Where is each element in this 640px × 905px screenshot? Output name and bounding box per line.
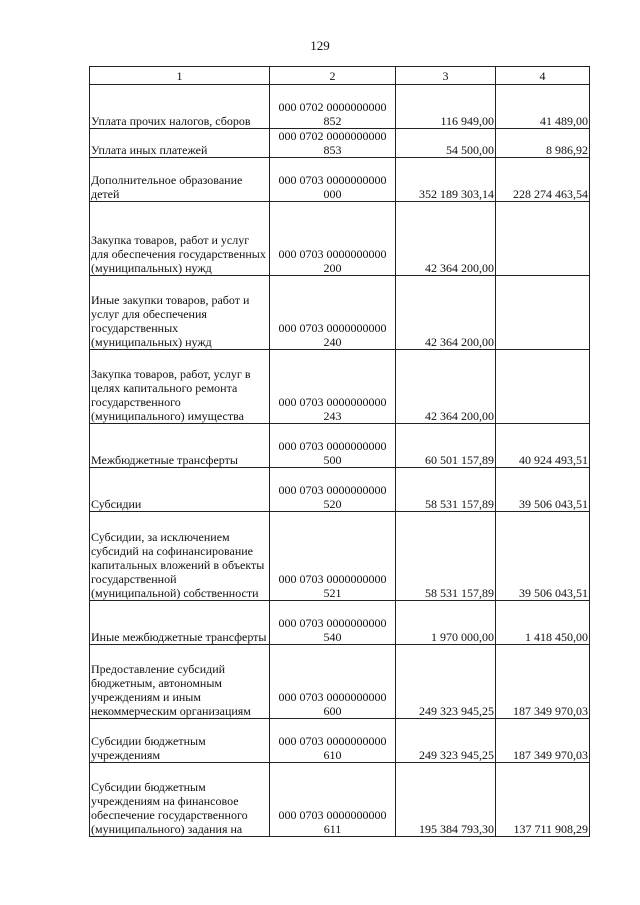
header-row bbox=[90, 67, 590, 85]
row-code bbox=[270, 512, 396, 601]
table-row bbox=[90, 350, 590, 424]
row-code-main: 000 0703 0000000000 bbox=[278, 321, 387, 335]
row-name: Субсидии bbox=[90, 468, 270, 512]
table-row bbox=[90, 202, 590, 276]
column-header: 1 bbox=[90, 67, 270, 85]
row-code-type: 240 bbox=[323, 335, 342, 349]
row-name: Субсидии бюджетным учреждениям на финансовое обеспечение государственного (муниципального) задания на bbox=[90, 763, 270, 837]
table-row bbox=[90, 468, 590, 512]
row-value-actual bbox=[496, 202, 590, 276]
row-code-type: 853 bbox=[323, 143, 342, 157]
row-code bbox=[270, 158, 396, 202]
table-row bbox=[90, 763, 590, 837]
row-value-plan: 42 364 200,00 bbox=[396, 276, 496, 350]
row-code-type: 611 bbox=[323, 822, 342, 836]
row-value-plan: 1 970 000,00 bbox=[396, 601, 496, 645]
row-code-main: 000 0703 0000000000 bbox=[278, 734, 387, 748]
row-code-type: 540 bbox=[323, 630, 342, 644]
row-name: Закупка товаров, работ и услуг для обеспечения государственных (муниципальных) нужд bbox=[90, 202, 270, 276]
row-value-actual bbox=[496, 276, 590, 350]
row-value-actual: 137 711 908,29 bbox=[496, 763, 590, 837]
row-code-type: 243 bbox=[323, 409, 342, 423]
row-value-actual: 39 506 043,51 bbox=[496, 512, 590, 601]
table-row bbox=[90, 601, 590, 645]
table-row bbox=[90, 512, 590, 601]
row-value-plan: 195 384 793,30 bbox=[396, 763, 496, 837]
row-code bbox=[270, 85, 396, 129]
row-code-type: 000 bbox=[323, 187, 342, 201]
row-value-actual: 187 349 970,03 bbox=[496, 645, 590, 719]
row-name: Предоставление субсидий бюджетным, автономным учреждениям и иным некоммерческим организациям bbox=[90, 645, 270, 719]
row-value-plan: 58 531 157,89 bbox=[396, 512, 496, 601]
budget-table bbox=[89, 66, 590, 837]
row-code-type: 521 bbox=[323, 586, 342, 600]
row-code-main: 000 0702 0000000000 bbox=[278, 129, 387, 143]
row-code-main: 000 0703 0000000000 bbox=[278, 173, 387, 187]
row-code-main: 000 0703 0000000000 bbox=[278, 808, 387, 822]
row-code bbox=[270, 719, 396, 763]
column-header: 2 bbox=[270, 67, 396, 85]
row-name: Уплата иных платежей bbox=[90, 129, 270, 158]
row-value-plan: 352 189 303,14 bbox=[396, 158, 496, 202]
row-value-plan: 54 500,00 bbox=[396, 129, 496, 158]
row-name: Субсидии бюджетным учреждениям bbox=[90, 719, 270, 763]
row-value-actual: 39 506 043,51 bbox=[496, 468, 590, 512]
row-code bbox=[270, 468, 396, 512]
column-header: 4 bbox=[496, 67, 590, 85]
row-code-main: 000 0703 0000000000 bbox=[278, 690, 387, 704]
row-code bbox=[270, 424, 396, 468]
row-code-main: 000 0702 0000000000 bbox=[278, 100, 387, 114]
row-code bbox=[270, 202, 396, 276]
row-value-plan: 116 949,00 bbox=[396, 85, 496, 129]
row-value-actual: 41 489,00 bbox=[496, 85, 590, 129]
table-row bbox=[90, 719, 590, 763]
row-code-type: 610 bbox=[323, 748, 342, 762]
row-name: Иные межбюджетные трансферты bbox=[90, 601, 270, 645]
row-code-main: 000 0703 0000000000 bbox=[278, 483, 387, 497]
row-code bbox=[270, 276, 396, 350]
row-code-main: 000 0703 0000000000 bbox=[278, 247, 387, 261]
row-value-plan: 249 323 945,25 bbox=[396, 719, 496, 763]
row-value-actual: 228 274 463,54 bbox=[496, 158, 590, 202]
row-value-actual: 40 924 493,51 bbox=[496, 424, 590, 468]
row-value-plan: 42 364 200,00 bbox=[396, 350, 496, 424]
row-name: Межбюджетные трансферты bbox=[90, 424, 270, 468]
row-code-main: 000 0703 0000000000 bbox=[278, 395, 387, 409]
row-code-type: 520 bbox=[323, 497, 342, 511]
row-value-actual: 187 349 970,03 bbox=[496, 719, 590, 763]
row-code-main: 000 0703 0000000000 bbox=[278, 572, 387, 586]
row-name: Уплата прочих налогов, сборов bbox=[90, 85, 270, 129]
page-number: 129 bbox=[310, 38, 330, 53]
row-code bbox=[270, 350, 396, 424]
table-row bbox=[90, 85, 590, 129]
row-value-actual: 1 418 450,00 bbox=[496, 601, 590, 645]
row-value-actual bbox=[496, 350, 590, 424]
row-code-type: 500 bbox=[323, 453, 342, 467]
row-code-main: 000 0703 0000000000 bbox=[278, 616, 387, 630]
row-code bbox=[270, 645, 396, 719]
row-value-plan: 249 323 945,25 bbox=[396, 645, 496, 719]
table-row bbox=[90, 129, 590, 158]
column-header: 3 bbox=[396, 67, 496, 85]
row-value-plan: 60 501 157,89 bbox=[396, 424, 496, 468]
row-name: Иные закупки товаров, работ и услуг для обеспечения государственных (муниципальных) нужд bbox=[90, 276, 270, 350]
row-value-plan: 42 364 200,00 bbox=[396, 202, 496, 276]
row-code-type: 200 bbox=[323, 261, 342, 275]
row-code-type: 600 bbox=[323, 704, 342, 718]
table-row bbox=[90, 645, 590, 719]
row-code-type: 852 bbox=[323, 114, 342, 128]
table-row bbox=[90, 424, 590, 468]
row-name: Субсидии, за исключением субсидий на софинансирование капитальных вложений в объекты государственной (муниципальной) собственности bbox=[90, 512, 270, 601]
row-name: Закупка товаров, работ, услуг в целях капитального ремонта государственного (муниципального) имущества bbox=[90, 350, 270, 424]
row-value-actual: 8 986,92 bbox=[496, 129, 590, 158]
row-code bbox=[270, 129, 396, 158]
table-row bbox=[90, 158, 590, 202]
table-row bbox=[90, 276, 590, 350]
row-code bbox=[270, 601, 396, 645]
row-code-main: 000 0703 0000000000 bbox=[278, 439, 387, 453]
row-name: Дополнительное образование детей bbox=[90, 158, 270, 202]
row-value-plan: 58 531 157,89 bbox=[396, 468, 496, 512]
row-code bbox=[270, 763, 396, 837]
